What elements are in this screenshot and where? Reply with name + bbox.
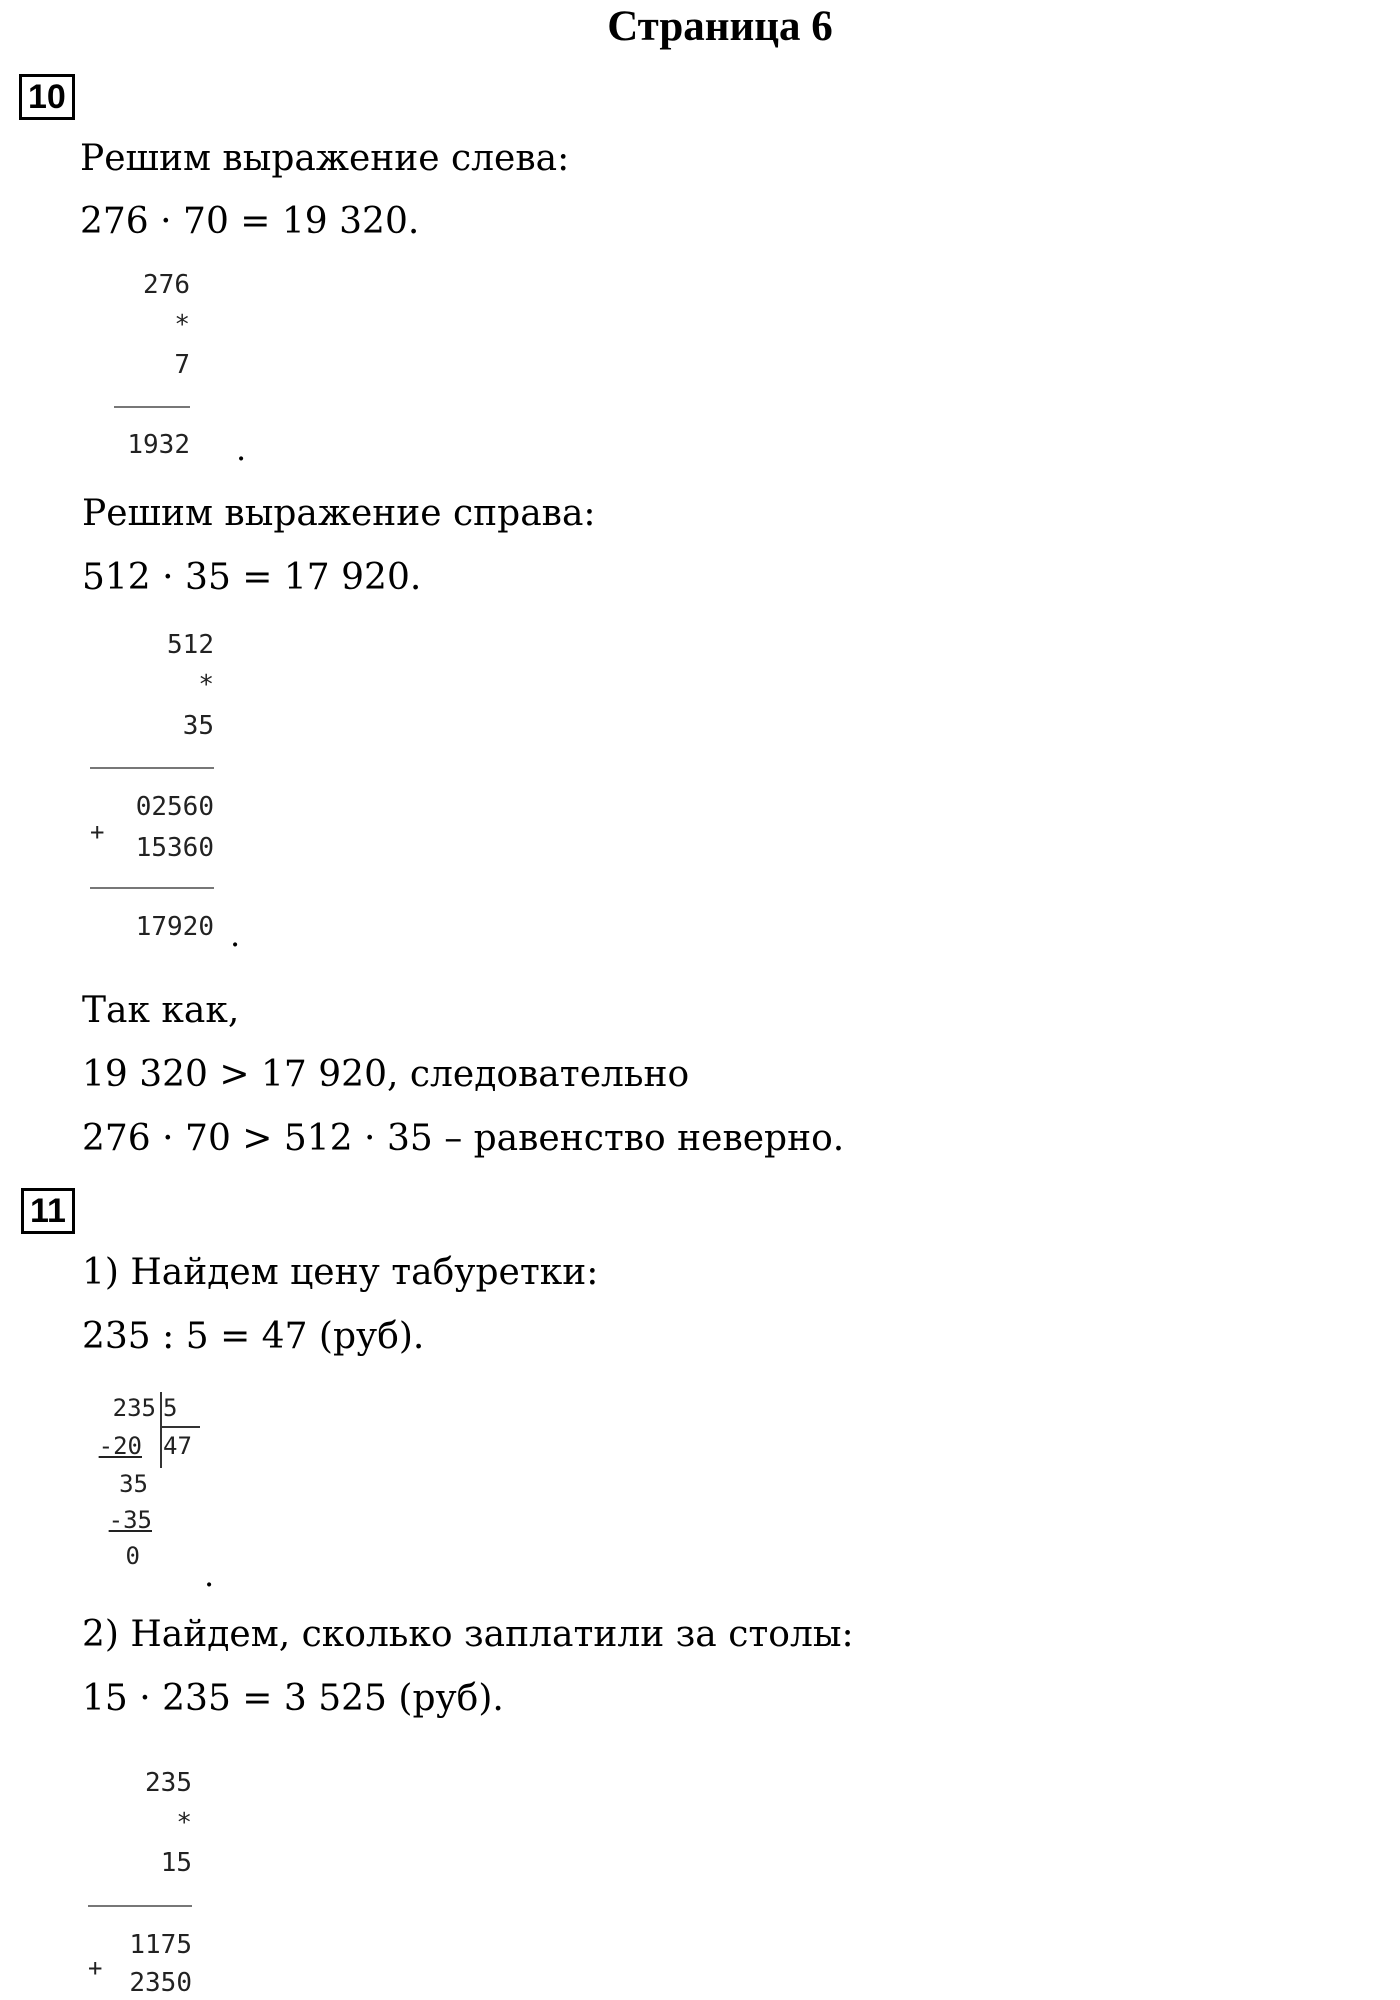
step-2-heading: 2) Найдем, сколько заплатили за столы:	[82, 1614, 854, 1655]
calc-operand-a: 276	[143, 270, 190, 300]
division-remainder-2: 0	[125, 1542, 140, 1570]
left-expression: 276 · 70 = 19 320.	[80, 201, 420, 242]
step-1-heading: 1) Найдем цену табуретки:	[82, 1252, 599, 1293]
right-expression: 512 · 35 = 17 920.	[82, 557, 422, 598]
calc-operator: *	[198, 670, 214, 700]
calc-operator: *	[174, 310, 190, 340]
calc-operand-b: 7	[174, 350, 190, 380]
calc-operator: *	[176, 1808, 192, 1838]
calc-dot: .	[230, 916, 241, 954]
calc-divider-line	[90, 887, 214, 889]
conclusion-line-2: 19 320 > 17 920, следовательно	[82, 1054, 690, 1095]
calc-partial-2: 15360	[135, 833, 214, 863]
task-number-10: 10	[19, 74, 75, 120]
calc-partial-2: 2350	[129, 1968, 192, 1998]
calc-divider-line	[114, 406, 190, 408]
calc-partial-1: 1175	[129, 1930, 192, 1960]
right-heading: Решим выражение справа:	[82, 493, 596, 534]
calc-operand-b: 15	[160, 1848, 192, 1878]
step-2-expression: 15 · 235 = 3 525 (руб).	[82, 1678, 504, 1719]
calc-partial-1: 02560	[135, 792, 214, 822]
division-subtract-1: -20	[98, 1432, 142, 1460]
calc-result: 1932	[127, 430, 190, 460]
conclusion-line-3: 276 · 70 > 512 · 35 – равенство неверно.	[82, 1118, 845, 1159]
calc-plus-sign: +	[88, 1954, 103, 1982]
division-remainder-1: 35	[119, 1470, 148, 1498]
calc-plus-sign: +	[90, 818, 105, 846]
page-title: Страница 6	[607, 3, 833, 50]
conclusion-line-1: Так как,	[82, 990, 240, 1031]
division-subtract-2: -35	[108, 1506, 152, 1534]
calc-result: 17920	[135, 912, 214, 942]
division-bracket-vertical	[160, 1392, 162, 1468]
calc-operand-a: 235	[145, 1768, 192, 1798]
division-divisor: 5	[163, 1394, 178, 1422]
step-1-expression: 235 : 5 = 47 (руб).	[82, 1316, 425, 1357]
division-dot: .	[204, 1556, 215, 1594]
division-dividend: 235	[112, 1394, 156, 1422]
division-quotient: 47	[163, 1432, 192, 1460]
calc-divider-line	[88, 1905, 192, 1907]
calc-dot: .	[236, 430, 247, 468]
calc-operand-b: 35	[182, 711, 214, 741]
task-number-11: 11	[21, 1188, 75, 1234]
left-heading: Решим выражение слева:	[80, 138, 570, 179]
calc-operand-a: 512	[167, 630, 214, 660]
calc-divider-line	[90, 767, 214, 769]
division-bracket-horizontal	[160, 1426, 200, 1428]
